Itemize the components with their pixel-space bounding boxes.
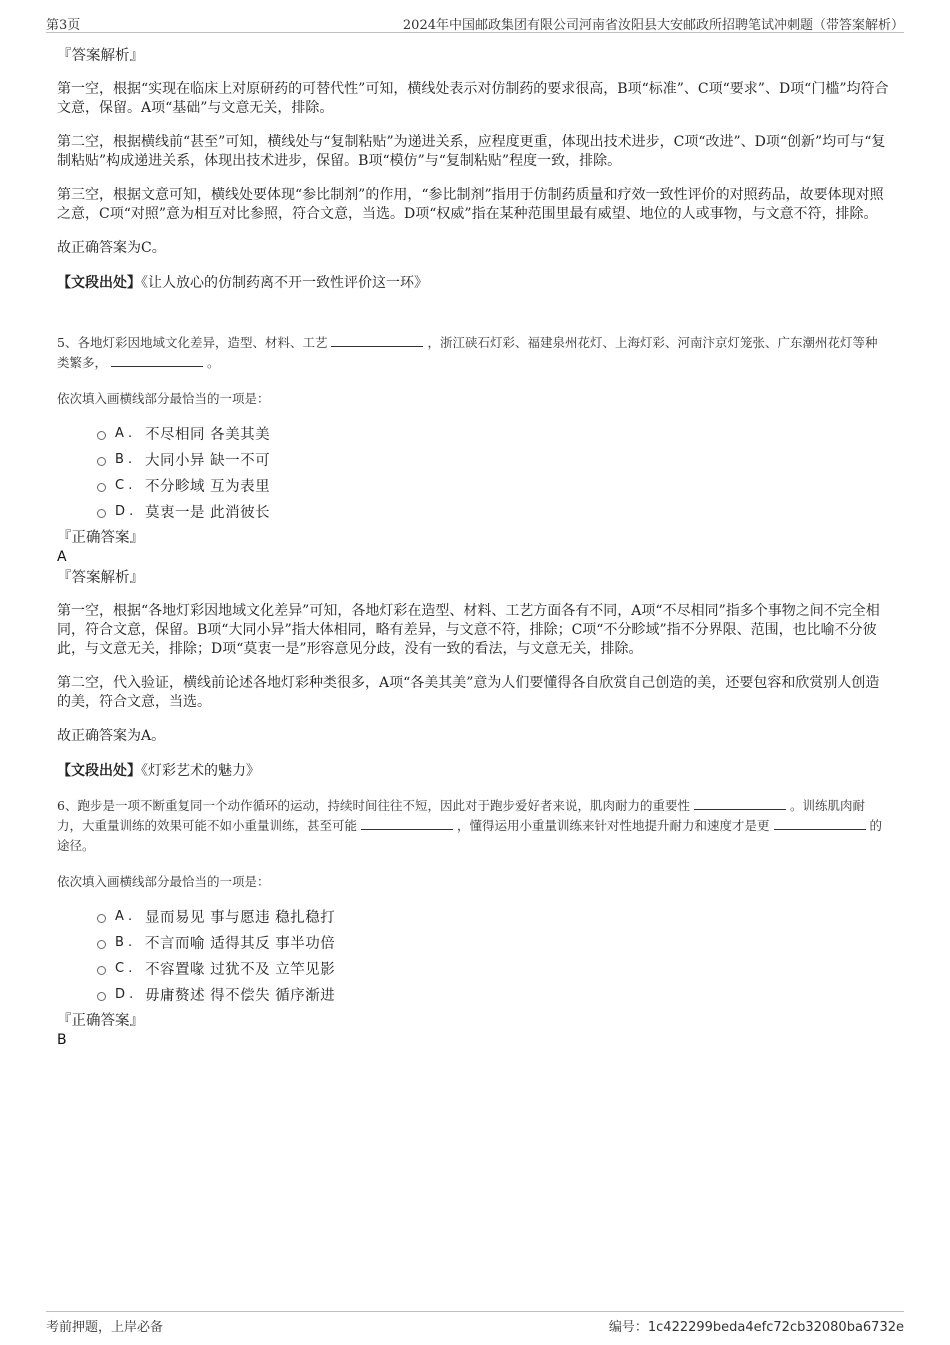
q6-instruction: 依次填入画横线部分最恰当的一项是： (57, 874, 270, 889)
radio-icon[interactable] (97, 431, 106, 440)
page-footer (46, 1311, 904, 1334)
option-text: 不尽相同 各美其美 (145, 426, 271, 443)
q6-option-c[interactable] (97, 955, 889, 981)
q5-instruction: 依次填入画横线部分最恰当的一项是： (57, 391, 270, 406)
q5-text-a: 5、各地灯彩因地域文化差异，造型、材料、工艺 (57, 335, 328, 350)
q6-option-d[interactable] (97, 981, 889, 1007)
option-text: 毋庸赘述 得不偿失 循序渐进 (145, 987, 336, 1004)
page-number: 第3页 (46, 18, 81, 33)
q6-text-a: 6、跑步是一项不断重复同一个动作循环的运动，持续时间往往不短，因此对于跑步爱好者来说，肌肉耐力的重要性 (57, 798, 690, 813)
option-letter: A . (115, 908, 133, 924)
q4-analysis-label: 『答案解析』 (57, 48, 144, 64)
q4-source-text: 《让人放心的仿制药离不开一致性评价这一环》 (141, 275, 428, 291)
q6-text-c: ，懂得运用小重量训练来针对性地提升耐力和速度才是更 (457, 818, 770, 833)
radio-icon[interactable] (97, 992, 106, 1001)
footer-code (609, 1316, 904, 1335)
option-text: 显而易见 事与愿违 稳扎稳打 (145, 909, 336, 926)
q6-correct-answer: B (57, 1032, 67, 1048)
q6-option-b[interactable] (97, 929, 889, 955)
q5-blank-2 (111, 353, 203, 367)
option-text: 莫衷一是 此消彼长 (145, 504, 271, 521)
footer-code-label: 编号： (608, 1320, 648, 1335)
document-title: 2024年中国邮政集团有限公司河南省汝阳县大安邮政所招聘笔试冲刺题（带答案解析） (402, 18, 904, 33)
q5-source (57, 762, 889, 781)
radio-icon[interactable] (97, 457, 106, 466)
q5-source-text: 《灯彩艺术的魅力》 (141, 763, 260, 779)
page-header (46, 12, 904, 33)
q5-source-label: 【文段出处】 (57, 763, 141, 779)
option-letter: C . (115, 477, 133, 493)
radio-icon[interactable] (97, 509, 106, 518)
q5-text-b: ，浙江硖石灯彩、福建泉州花灯、上海灯彩、河南汴京灯笼张、广东潮州花灯等种类繁多， (57, 335, 878, 370)
q5-options (97, 420, 889, 524)
q6-blank-3 (774, 816, 866, 830)
q5-blank-1 (331, 333, 423, 347)
option-letter: B . (115, 451, 133, 467)
q4-final-answer: 故正确答案为C。 (57, 240, 166, 256)
q5-correct-label: 『正确答案』 (57, 530, 144, 546)
q6-question (57, 796, 889, 856)
option-text: 不言而喻 适得其反 事半功倍 (145, 935, 336, 952)
option-text: 不容置喙 过犹不及 立竿见影 (145, 961, 336, 978)
radio-icon[interactable] (97, 483, 106, 492)
q5-correct-answer: A (57, 549, 67, 565)
q6-options (97, 903, 889, 1007)
radio-icon[interactable] (97, 966, 106, 975)
q4-source-label: 【文段出处】 (57, 275, 141, 291)
option-letter: D . (115, 986, 134, 1002)
q5-analysis-label: 『答案解析』 (57, 570, 144, 586)
footer-slogan: 考前押题，上岸必备 (46, 1320, 164, 1335)
q4-analysis-p1: 第一空，根据“实现在临床上对原研药的可替代性”可知，横线处表示对仿制药的要求很高，B项“标准”、C项“要求”、D项“门槛”均符合文意，保留。A项“基础”与文意无关，排除。 (57, 81, 889, 116)
q5-analysis-p1: 第一空，根据“各地灯彩因地域文化差异”可知，各地灯彩在造型、材料、工艺方面各有不同，A项“不尽相同”指多个事物之间不完全相同，符合文意，保留。B项“大同小异”指大体相同，略有差异，与文意不符，排除；C项“不分畛域”指不分界限、范围，也比喻不分彼此，与文意无关，排除；D项“莫衷一是”形容意见分歧，没有一致的看法，与文意无关，排除。 (57, 603, 880, 657)
q5-question (57, 333, 889, 373)
q5-option-d[interactable] (97, 498, 889, 524)
q6-correct-label: 『正确答案』 (57, 1013, 144, 1029)
q5-option-c[interactable] (97, 472, 889, 498)
option-letter: D . (115, 503, 134, 519)
option-letter: A . (115, 425, 133, 441)
page-content (57, 46, 889, 1049)
q6-text-d: 的途径。 (57, 818, 883, 853)
q5-final-answer: 故正确答案为A。 (57, 728, 166, 744)
q5-analysis-p2: 第二空，代入验证，横线前论述各地灯彩种类很多，A项“各美其美”意为人们要懂得各自欣赏自己创造的美，还要包容和欣赏别人创造的美，符合文意，当选。 (57, 675, 880, 710)
q5-option-a[interactable] (97, 420, 889, 446)
option-letter: B . (115, 934, 133, 950)
q6-text-b: 。训练肌肉耐力，大重量训练的效果可能不如小重量训练，甚至可能 (57, 798, 865, 833)
footer-code-value: 1c422299beda4efc72cb32080ba6732e (647, 1320, 904, 1335)
q4-analysis-p3: 第三空，根据文意可知，横线处要体现“参比制剂”的作用，“参比制剂”指用于仿制药质量和疗效一致性评价的对照药品，故要体现对照之意，C项“对照”意为相互对比参照，符合文意，当选。D项“权威”指在某种范围里最有威望、地位的人或事物，与文意不符，排除。 (57, 187, 884, 222)
q5-text-c: 。 (207, 355, 220, 370)
q4-source (57, 274, 889, 293)
q4-analysis-p2: 第二空，根据横线前“甚至”可知，横线处与“复制粘贴”为递进关系，应程度更重，体现出技术进步，C项“改进”、D项“创新”均可与“复制粘贴”构成递进关系，体现出技术进步，保留。B项“模仿”与“复制粘贴”程度一致，排除。 (57, 134, 886, 169)
radio-icon[interactable] (97, 914, 106, 923)
q6-blank-2 (361, 816, 453, 830)
q6-option-a[interactable] (97, 903, 889, 929)
option-letter: C . (115, 960, 133, 976)
option-text: 不分畛域 互为表里 (145, 478, 271, 495)
q5-option-b[interactable] (97, 446, 889, 472)
q6-blank-1 (694, 796, 786, 810)
option-text: 大同小异 缺一不可 (145, 452, 271, 469)
radio-icon[interactable] (97, 940, 106, 949)
